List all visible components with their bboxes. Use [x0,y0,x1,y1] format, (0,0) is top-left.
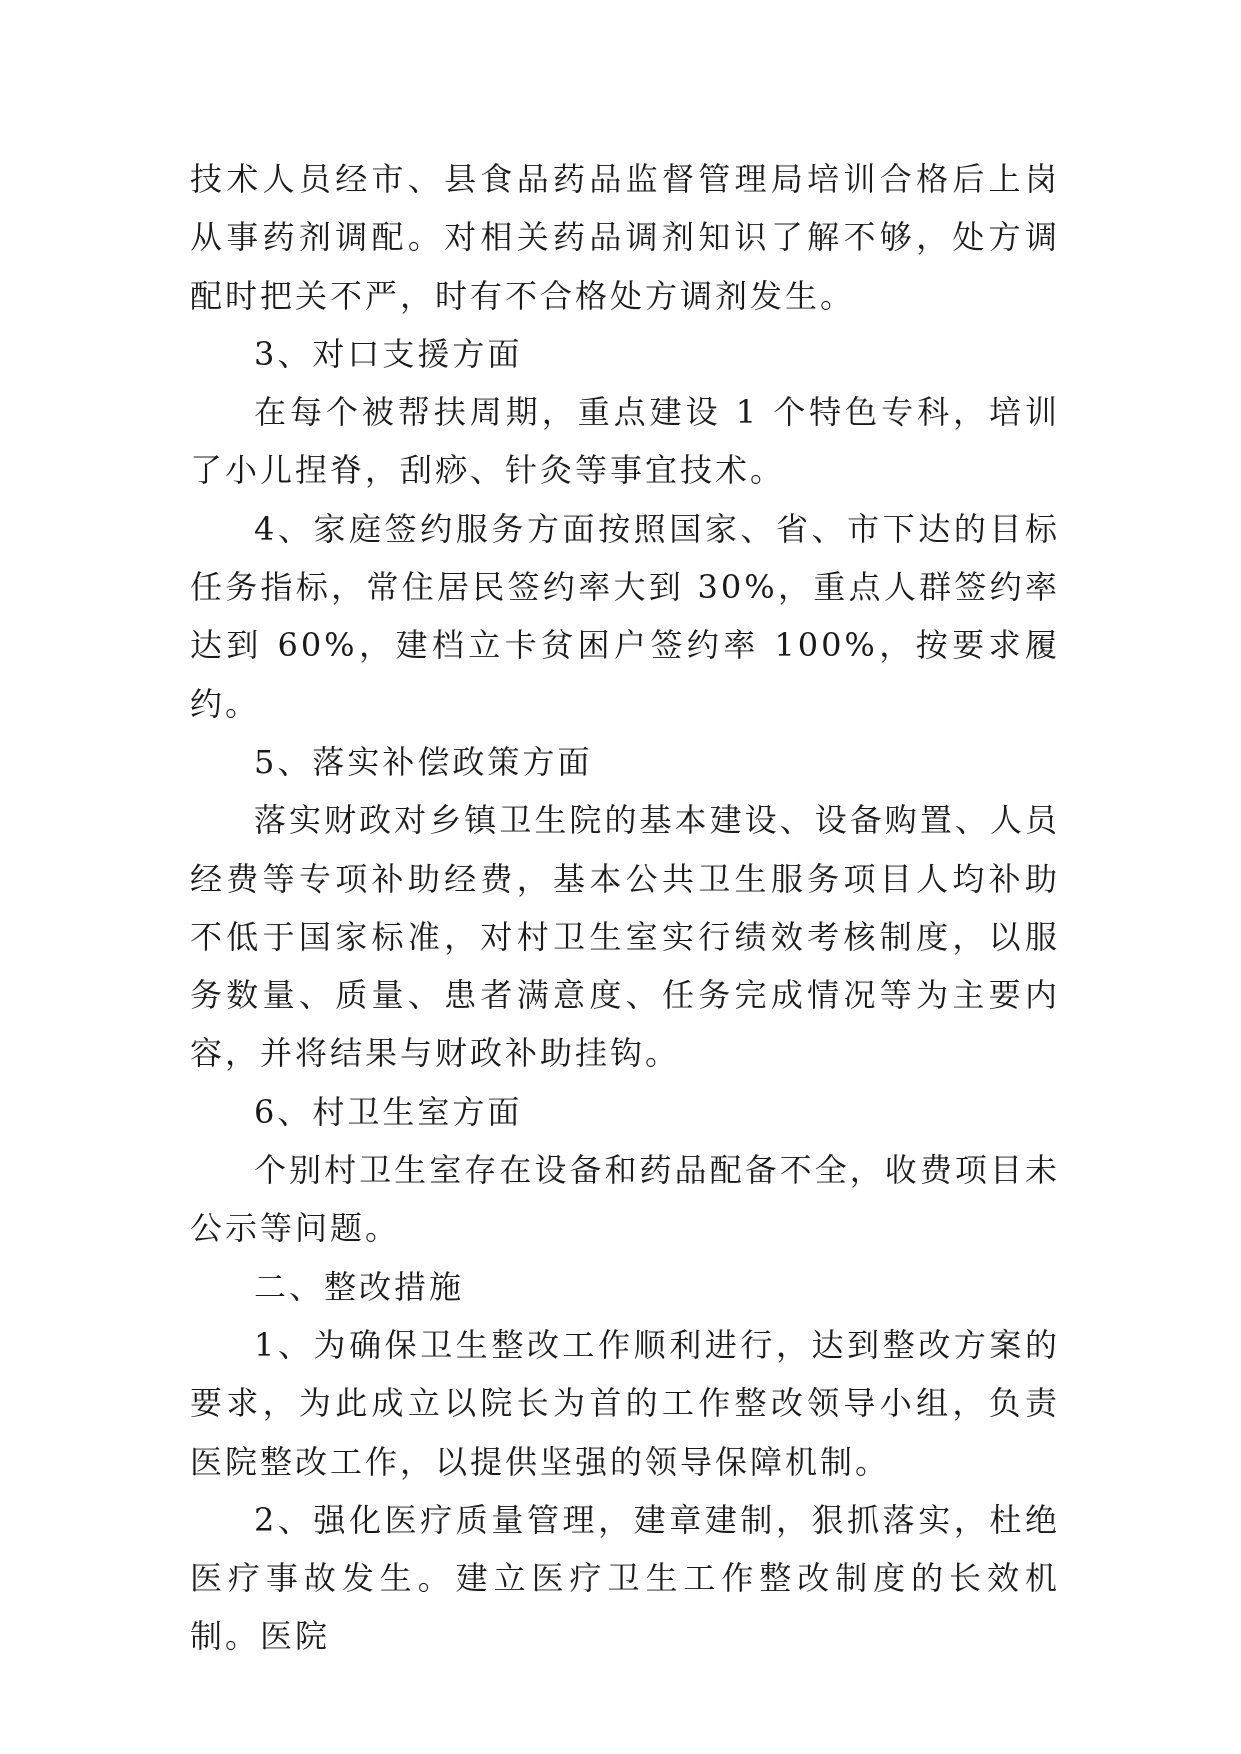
section-heading-village-clinic: 6、村卫生室方面 [254,1092,523,1131]
section-heading-rectification-measures: 二、整改措施 [254,1267,465,1306]
paragraph-compensation-policy: 落实财政对乡镇卫生院的基本建设、设备购置、人员经费等专项补助经费，基本公共卫生服务项目人均补助不低于国家标准，对村卫生室实行绩效考核制度，以服务数量、质量、患者满意度、任务完成情况等为主要内容，并将结果与财政补助挂钩。 [190,801,1060,1073]
paragraph-measure-2: 2、强化医疗质量管理，建章建制，狠抓落实，杜绝医疗事故发生。建立医疗卫生工作整改制度的长效机制。医院 [190,1500,1060,1656]
section-heading-compensation-policy: 5、落实补偿政策方面 [254,742,593,781]
section-heading-counterpart-support: 3、对口支援方面 [254,334,523,373]
document-body [190,150,1060,1666]
paragraph-counterpart-support: 在每个被帮扶周期，重点建设 1 个特色专科，培训了小儿捏脊，刮痧、针灸等事宜技术。 [190,393,1060,490]
paragraph-continuation: 技术人员经市、县食品药品监督管理局培训合格后上岗从事药剂调配。对相关药品调剂知识了解不够，处方调配时把关不严，时有不合格处方调剂发生。 [190,160,1060,315]
paragraph-measure-1: 1、为确保卫生整改工作顺利进行，达到整改方案的要求，为此成立以院长为首的工作整改领导小组，负责医院整改工作，以提供坚强的领导保障机制。 [190,1325,1060,1481]
paragraph-village-clinic: 个别村卫生室存在设备和药品配备不全，收费项目未公示等问题。 [190,1151,1060,1248]
paragraph-family-contract-service: 4、家庭签约服务方面按照国家、省、市下达的目标任务指标，常住居民签约率大到 30%，重点人群签约率达到 60%，建档立卡贫困户签约率 100%，按要求履约。 [190,509,1060,723]
